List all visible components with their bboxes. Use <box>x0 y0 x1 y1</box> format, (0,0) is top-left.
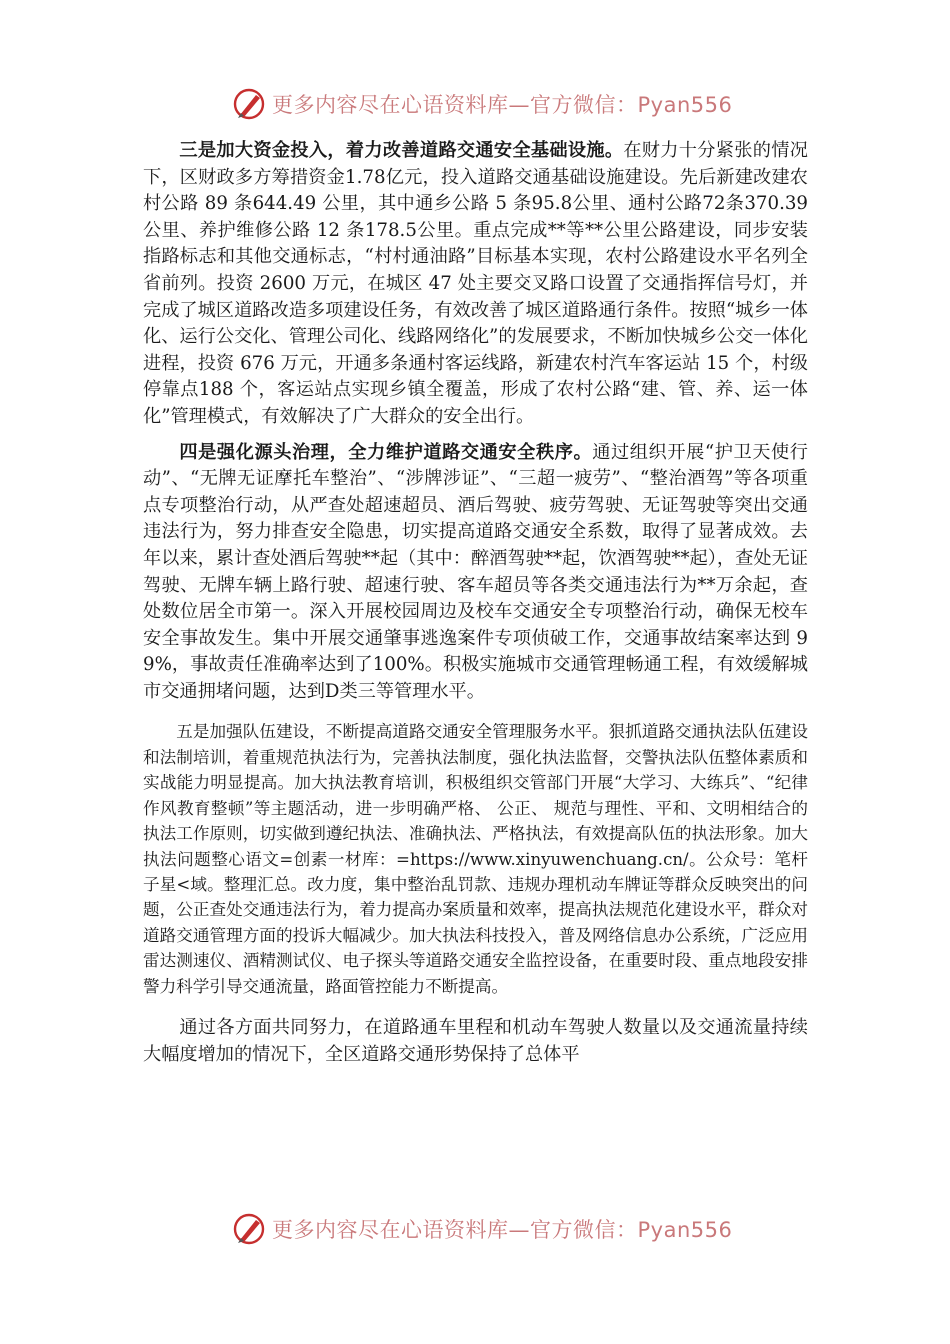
footer-banner <box>232 1209 732 1249</box>
paragraph-summary <box>143 1015 808 1068</box>
paragraph-text: 通过组织开展“护卫天使行动”、“无牌无证摩托车整治”、“涉牌涉证”、“三超一疲劳”、“整治酒驾”等各项重点专项整治行动，从严查处超速超员、酒后驾驶、疲劳驾驶、无证驾驶等突出交通违法行为，努力排查安全隐患，切实提高道路交通安全系数，取得了显著成效。去年以来，累计查处酒后驾驶**起（其中：醉酒驾驶**起，饮酒驾驶**起），查处无证驾驶、无牌车辆上路行驶、超速行驶、客车超员等各类交通违法行为**万余起，查处数位居全市第一。深入开展校园周边及校车交通安全专项整治行动，确保无校车安全事故发生。集中开展交通肇事逃逸案件专项侦破工作，交通事故结案率达到 99%，事故责任准确率达到了100%。积极实施城市交通管理畅通工程，有效缓解城市交通拥堵问题，达到D类三等管理水平。 <box>143 441 808 702</box>
paragraph-text: 在财力十分紧张的情况下，区财政多方筹措资金1.78亿元，投入道路交通基础设施建设。先后新建改建农村公路 89 条644.49 公里，其中通乡公路 5 条95.8公里、通村公路72条370.39公里、养护维修公路 12 条178.5公里。重点完成**等**公里公路建设，同步安装指路标志和其他交通标志，“村村通油路”目标基本实现，农村公路建设水平名列全省前列。投资 2600 万元，在城区 47 处主要交叉路口设置了交通指挥信号灯，并完成了城区道路改造多项建设任务，有效改善了城区道路通行条件。按照“城乡一体化、运行公交化、管理公司化、线路网络化”的发展要求，不断加快城乡公交一体化进程，投资 676 万元，开通多条通村客运线路，新建农村汽车客运站 15 个，村级停靠点188 个，客运站点实现乡镇全覆盖，形成了农村公路“建、管、养、运一体化”管理模式，有效解决了广大群众的安全出行。 <box>143 140 808 427</box>
paragraph-source-governance <box>143 440 808 706</box>
paragraph-heading: 四是强化源头治理，全力维护道路交通安全秩序。 <box>179 441 593 463</box>
paragraph-text: 通过各方面共同努力，在道路通车里程和机动车驾驶人数量以及交通流量持续大幅度增加的情况下，全区道路交通形势保持了总体平 <box>143 1016 808 1065</box>
banner-text: 更多内容尽在心语资料库—官方微信：Pyan556 <box>272 1218 733 1242</box>
paragraph-infrastructure <box>143 138 808 431</box>
pen-logo-icon <box>232 1212 266 1246</box>
paragraph-team-building <box>143 719 808 998</box>
document-body <box>143 138 808 1077</box>
banner-text: 更多内容尽在心语资料库—官方微信：Pyan556 <box>272 93 733 117</box>
header-banner <box>232 84 732 124</box>
pen-logo-icon <box>232 87 266 121</box>
paragraph-heading: 三是加大资金投入，着力改善道路交通安全基础设施。 <box>179 140 624 161</box>
paragraph-text: 五是加强队伍建设，不断提高道路交通安全管理服务水平。狠抓道路交通执法队伍建设和法制培训，着重规范执法行为，完善执法制度，强化执法监督，交警执法队伍整体素质和实战能力明显提高。加大执法教育培训，积极组织交管部门开展“大学习、大练兵”、“纪律作风教育整顿”等主题活动，进一步明确严格、 公正、 规范与理性、平和、文明相结合的执法工作原则，切实做到遵纪执法、准确执法、严格执法，有效提高队伍的执法形象。加大执法问题整心语文=创素一材库：=https://www.xinyuwenchuang.cn/。公众号：笔杆子星<域。整理汇总。改力度，集中整治乱罚款、违规办理机动车牌证等群众反映突出的问题，公正查处交通违法行为，着力提高办案质量和效率，提高执法规范化建设水平，群众对道路交通管理方面的投诉大幅减少。加大执法科技投入，普及网络信息办公系统，广泛应用雷达测速仪、酒精测试仪、电子探头等道路交通安全监控设备，在重要时段、重点地段安排警力科学引导交通流量，路面管控能力不断提高。 <box>143 722 808 996</box>
